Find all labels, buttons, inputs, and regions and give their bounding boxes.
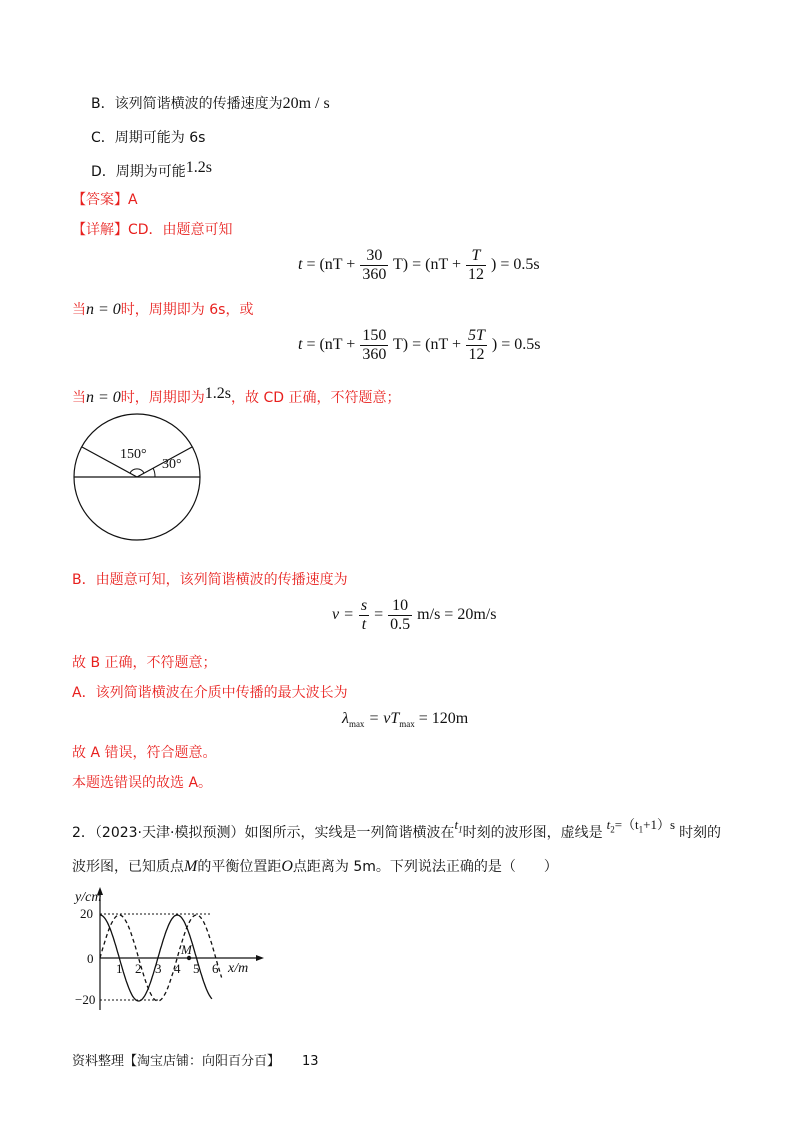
question-2-line-2: [72, 857, 558, 877]
eq2-frac1: [360, 327, 388, 364]
eq3-den: t: [361, 616, 367, 633]
x-tick-3: 3: [155, 961, 162, 976]
eq3-a: v =: [332, 606, 354, 624]
q2-t1-letter: t: [454, 817, 459, 832]
option-c: C．周期可能为 6s: [91, 130, 206, 146]
eq4-mid: = vT: [368, 710, 400, 727]
question-2-line-1: [72, 815, 721, 843]
equation-1: [298, 247, 540, 284]
a-line: A．该列简谐横波在介质中传播的最大波长为: [72, 685, 348, 701]
x-tick-1: 1: [116, 961, 123, 976]
q2-t2-end: +1）s: [643, 817, 676, 832]
eq1-frac1: [360, 247, 388, 284]
q2-line2-c: 点距离为 5m。下列说法正确的是（ ）: [292, 859, 558, 875]
y-tick-neg20: −20: [75, 992, 96, 1007]
equation-2: [298, 327, 540, 364]
eq4-c: = 120m: [418, 710, 469, 727]
q2-source: （2023·天津·模拟预测）: [94, 825, 245, 841]
eq1-frac2: [466, 247, 486, 284]
final-answer: 本题选错误的故选 A。: [72, 775, 213, 791]
q2-number: 2．: [72, 825, 95, 841]
equation-4: [342, 710, 468, 729]
eq2-frac2: [466, 327, 487, 364]
eq1-a: = (nT +: [306, 256, 356, 274]
eq1-b: T) = (nT +: [393, 256, 461, 274]
x-axis-arrow: [256, 955, 264, 961]
case1-math: n = 0: [86, 301, 121, 318]
q2-t2-sub: 2: [610, 824, 615, 835]
eq3-num: s: [360, 597, 368, 614]
footer-source: 资料整理【淘宝店铺：向阳百分百】: [72, 1054, 281, 1069]
x-axis-label: x/m: [228, 961, 249, 976]
eq2-c: ) = 0.5s: [491, 336, 541, 354]
x-tick-2: 2: [135, 961, 142, 976]
q2-o: O: [281, 858, 293, 875]
eq2-den: 360: [362, 346, 387, 363]
eq4-sub1: max: [348, 719, 365, 730]
case2-val: 1.2s: [204, 385, 232, 402]
eq2-t: t: [298, 336, 303, 354]
case2-mid: 时，周期即为: [120, 390, 205, 406]
angle-30-label: 30°: [162, 457, 182, 472]
answer: 【答案】A: [72, 192, 138, 208]
detail-label: 【详解】: [72, 222, 128, 238]
eq2-num2: 5T: [468, 327, 485, 344]
q2-t2-expr: [606, 817, 676, 835]
x-tick-5: 5: [193, 961, 200, 976]
q2-m: M: [184, 858, 198, 875]
a-conclusion: 故 A 错误，符合题意。: [72, 745, 217, 761]
angle-150-label: 150°: [120, 447, 147, 462]
eq2-a: = (nT +: [306, 336, 356, 354]
eq4-sub2: max: [399, 719, 415, 730]
q2-line2-a: 波形图，已知质点: [72, 859, 184, 875]
option-d-value: 1.2s: [185, 159, 213, 176]
eq3-c: m/s = 20m/s: [417, 606, 497, 624]
eq1-num: 30: [360, 247, 388, 266]
option-b-text: B．该列简谐横波的传播速度为: [91, 96, 283, 112]
q2-t1: [454, 817, 463, 835]
q2-line2-b: 的平衡位置距: [197, 859, 282, 875]
page-number: 13: [302, 1054, 319, 1069]
case1-post: 时，周期即为 6s，或: [120, 302, 254, 318]
b-line: B．由题意可知，该列简谐横波的传播速度为: [72, 572, 348, 588]
case2-pre: 当: [72, 390, 86, 406]
y-tick-0: 0: [87, 951, 94, 966]
eq1-den2: 12: [468, 266, 484, 283]
option-d-text: D．周期为可能: [91, 164, 186, 180]
y-axis-label: y/cm: [75, 890, 102, 905]
point-m-label: M: [181, 942, 192, 957]
eq3-den2: 0.5: [390, 616, 411, 633]
case1-pre: 当: [72, 302, 86, 318]
q2-text2: 时刻的波形图，虚线是: [462, 825, 603, 841]
detail-intro-text: CD．由题意可知: [128, 222, 233, 238]
eq3-frac1: [359, 597, 369, 634]
eq1-den: 360: [362, 266, 387, 283]
eq3-num2: 10: [388, 597, 412, 616]
q2-text1: 如图所示，实线是一列简谐横波在: [244, 825, 455, 841]
q2-t2-inner-sub: 1: [638, 824, 644, 835]
wave-graph: [70, 885, 270, 1015]
equation-3: [332, 597, 496, 634]
case-2: [72, 384, 401, 408]
case-1: [72, 300, 253, 320]
eq3-frac2: [388, 597, 412, 634]
b-conclusion: 故 B 正确，不符题意；: [72, 655, 217, 671]
y-tick-20: 20: [80, 906, 93, 921]
eq1-t: t: [298, 256, 303, 274]
eq2-den2: 12: [468, 346, 485, 363]
option-d: [91, 158, 212, 182]
option-b: [91, 94, 330, 114]
q2-text3: 时刻的: [679, 825, 722, 841]
eq1-num2: T: [466, 247, 486, 266]
circle-diagram: [70, 410, 210, 550]
eq2-num: 150: [362, 327, 387, 344]
x-tick-6: 6: [212, 961, 219, 976]
q2-t2-letter: t: [606, 817, 611, 832]
detail-intro: [72, 220, 233, 240]
q2-t1-sub: 1: [458, 824, 463, 835]
q2-t2-eq: =（t: [614, 817, 639, 832]
eq2-b: T) = (nT +: [393, 336, 461, 354]
x-tick-4: 4: [174, 961, 181, 976]
eq4-lambda: λ: [342, 710, 349, 727]
eq3-b: =: [374, 606, 384, 624]
option-b-value: 20m / s: [282, 95, 330, 112]
case2-math: n = 0: [86, 389, 121, 406]
eq1-c: ) = 0.5s: [491, 256, 540, 274]
case2-post: ，故 CD 正确，不符题意；: [231, 390, 401, 406]
